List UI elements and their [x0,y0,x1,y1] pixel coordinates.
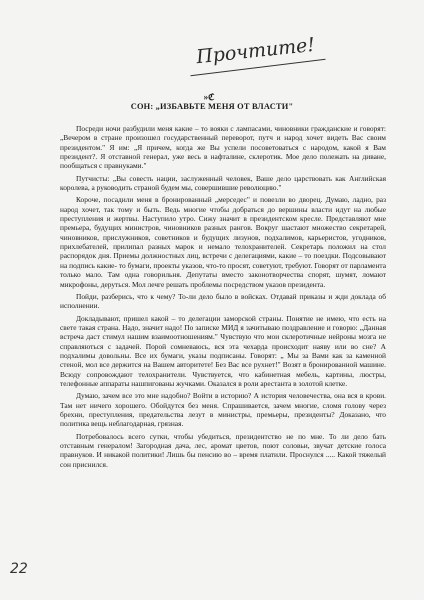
paragraph: Пойди, разберись, что к чему? То-ли дело было в войсках. Отдавай приказы и жди доклада об исполнении. [60,291,386,311]
article-body [60,124,386,472]
paragraph: Докладывают, пришел какой – то делегации заморской страны. Понятие не имею, что есть на свете такая страна. Надо, значит надо! По записке МИД я зачитываю поздравление и говорю: „Данная встреча даст стимул нашим взаимоотношениям." Чувствую что мои склеротичные нейроны мозга не справляються с задачей. Порой сомневаюсь, вся эта чехарда происходит наяву или во сне? А подхалимы довольны. Все их бумаги, указы подписаны. Говорят: „ Мы за Вами как за каменной стеной, мол все держится на Вашем авторитете! Без Вас все рухнет!" Возят в бронированной машине. Всюду сопровождают телохранители. Чувствуется, что кабинетная мебель, картины, люстры, телефонные аппараты нашпигованы жучками. Оказался в роли арестанта в золотой клетке. [60,313,386,388]
article-title: СОН: „ИЗБАВЬТЕ МЕНЯ ОТ ВЛАСТИ" [130,102,294,111]
paragraph: Потребовалось всего сутки, чтобы убедиться, президентство не по мне. То ли дело бать отставным генералом! Загородная дача, лес, аромат цветов, поют соловьи, звучат детские голоса правнуков. И никакой политики! Лишь бы пенсию во – время платили. Проснулся ..... Какой тяжелый сон приснился. [60,431,386,469]
paragraph: Посреди ночи разбудили меня какие – то вояки с лампасами, чиновники гражданские и говорят: „Вечером в стране произошел государственный переворот, путч и народ хочет видеть Вас своим президентом." Я им: „Я причем, когда же Вы успели посоветоваться с народом, какой я Вам президент?. Я отставной генерал, уже весь в нафталине, склеротик. Мое дело полежать на диване, пообщаться с правнуками." [60,124,386,171]
page-number: 22 [10,561,28,577]
paragraph: Думаю, зачем все это мне надобно? Войти в историю? А история человечества, она вся в крови. Там нет ничего хорошего. Обойдутся без меня. Спрашивается, зачем многие, сломя голову через брехни, преступления, предательства лезут в министры, премьеры, президенты? Доказано, что политика вещь неблагодарная, грязная. [60,391,386,429]
ornament-icon: »ℭ [203,92,215,102]
paragraph: Короче, посадили меня в бронированный „мерседес" и повезли во дворец. Думаю, ладно, раз народ хочет, так тому и быть. Ведь многие чтобы добраться до вершины власти идут на любые преступления и жертвы. Наступило утро. Сижу значит в президентском кресле. Представляют мне премьера, будущих министров, чиновников разных рангов. Вокруг шастают множество секретарей, чиновников, прислужников, советников и будущих лизунов, подхалимов, карьеристов, угодников, прихлебателей, прилипал разных марок и немало телохранителей. Секретарь положил на стол распорядок дня. Приемы должностных лиц, встречи с делегациями, какие – то поездки. Подсовывают на подпись какие- то бумаги, проекты указов, что-то просят, советуют, требуют. Говорят от парламента только мало. Там одна говорильня. Депутаты вместо законотворчества спорят, шумят, ломают микрофоны, деруться. Мол лечге решать проблемы посредством указов президента. [60,195,386,289]
paragraph: Путчисты: „Вы совесть нации, заслуженный человек, Ваше дело царствовать как Английская королева, а руководить страной будем мы, совершившие революцию." [60,173,386,193]
handwritten-note: Прочтите! [195,33,316,69]
